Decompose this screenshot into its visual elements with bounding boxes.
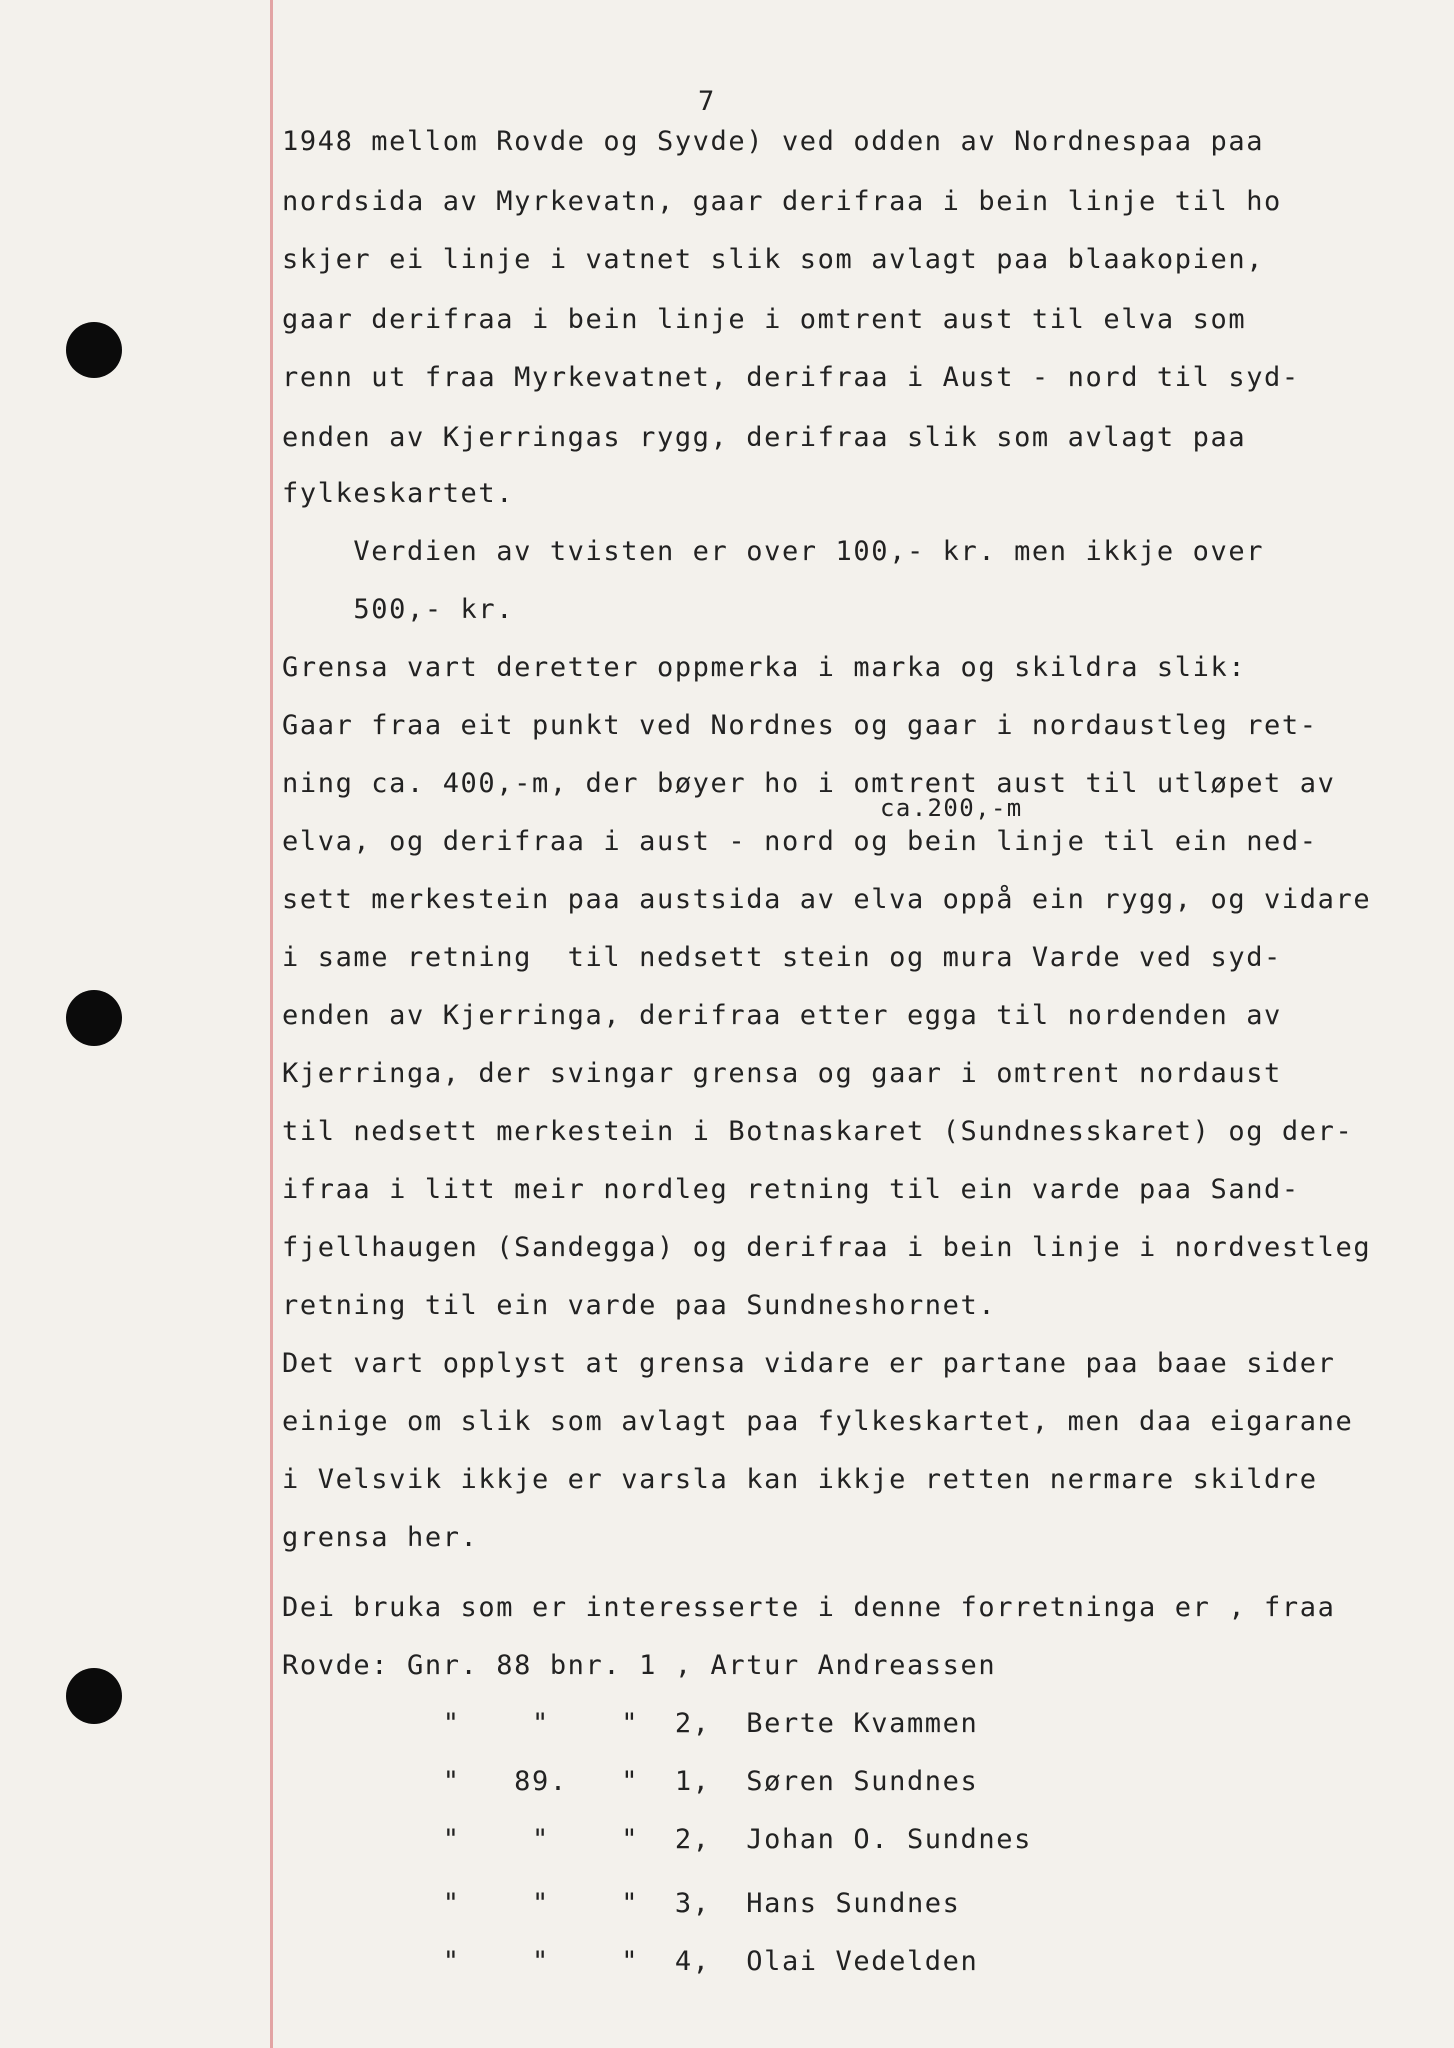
margin-line [270, 0, 273, 2048]
text-line: Gaar fraa eit punkt ved Nordnes og gaar i nordaustleg ret- [282, 710, 1318, 741]
text-line: Dei bruka som er interesserte i denne forretninga er , fraa [282, 1592, 1336, 1623]
text-line: grensa her. [282, 1522, 479, 1553]
text-line: Rovde: Gnr. 88 bnr. 1 , Artur Andreassen [282, 1650, 997, 1681]
text-line: " 89. " 1, Søren Sundnes [282, 1766, 979, 1797]
text-line: Det vart opplyst at grensa vidare er partane paa baae sider [282, 1348, 1336, 1379]
text-line: nordsida av Myrkevatn, gaar derifraa i bein linje til ho [282, 186, 1282, 217]
text-line: " " " 4, Olai Vedelden [282, 1946, 979, 1977]
text-line: i same retning til nedsett stein og mura Varde ved syd- [282, 942, 1282, 973]
text-line: Kjerringa, der svingar grensa og gaar i omtrent nordaust [282, 1058, 1282, 1089]
text-line: Verdien av tvisten er over 100,- kr. men ikkje over [282, 536, 1265, 567]
text-line: skjer ei linje i vatnet slik som avlagt paa blaakopien, [282, 244, 1265, 275]
text-line: ifraa i litt meir nordleg retning til ein varde paa Sand- [282, 1174, 1300, 1205]
text-line: elva, og derifraa i aust - nord og bein linje til ein ned- [282, 826, 1318, 857]
text-line: sett merkestein paa austsida av elva oppå ein rygg, og vidare [282, 884, 1372, 915]
punch-hole [66, 990, 122, 1046]
text-line: i Velsvik ikkje er varsla kan ikkje retten nermare skildre [282, 1464, 1318, 1495]
handwritten-insertion: ca.200,-m [880, 794, 1023, 822]
text-line: enden av Kjerringas rygg, derifraa slik som avlagt paa [282, 422, 1247, 453]
text-line: gaar derifraa i bein linje i omtrent aust til elva som [282, 304, 1247, 335]
text-line: enden av Kjerringa, derifraa etter egga til nordenden av [282, 1000, 1282, 1031]
text-line: renn ut fraa Myrkevatnet, derifraa i Aust - nord til syd- [282, 362, 1300, 393]
text-line: " " " 3, Hans Sundnes [282, 1888, 961, 1919]
text-line: fylkeskartet. [282, 478, 515, 509]
punch-hole [66, 322, 122, 378]
text-line: 1948 mellom Rovde og Syvde) ved odden av Nordnespaa paa [282, 126, 1265, 157]
punch-hole [66, 1668, 122, 1724]
page-number: 7 [698, 86, 715, 117]
text-line: " " " 2, Berte Kvammen [282, 1708, 979, 1739]
text-line: einige om slik som avlagt paa fylkeskartet, men daa eigarane [282, 1406, 1354, 1437]
text-line: til nedsett merkestein i Botnaskaret (Sundnesskaret) og der- [282, 1116, 1354, 1147]
text-line: " " " 2, Johan O. Sundnes [282, 1824, 1032, 1855]
text-line: fjellhaugen (Sandegga) og derifraa i bein linje i nordvestleg [282, 1232, 1372, 1263]
text-line: retning til ein varde paa Sundneshornet. [282, 1290, 997, 1321]
text-line: 500,- kr. [282, 594, 515, 625]
text-line: ning ca. 400,-m, der bøyer ho i omtrent aust til utløpet av [282, 768, 1336, 799]
text-line: Grensa vart deretter oppmerka i marka og skildra slik: [282, 652, 1247, 683]
